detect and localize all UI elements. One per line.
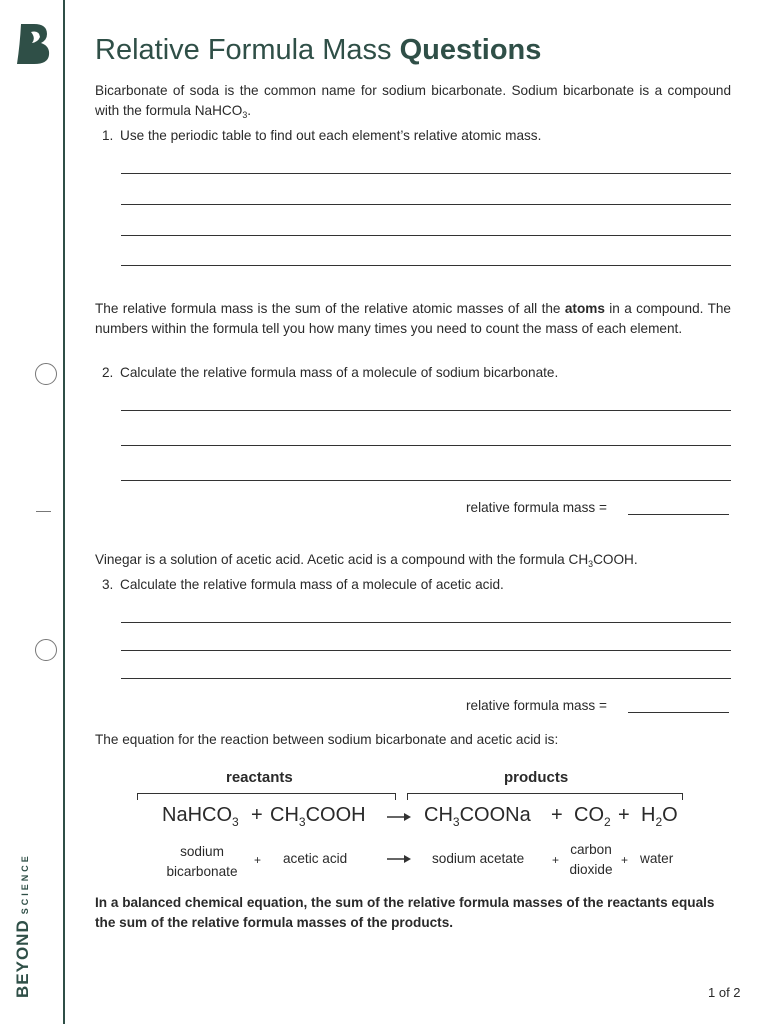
plus-sign: + [618, 804, 630, 826]
formula-ch3cooh [270, 804, 366, 827]
rfm-answer-line[interactable] [628, 712, 729, 713]
intro-sub: 3 [242, 110, 248, 120]
formula-text: O [662, 804, 678, 826]
brand-wordmark [13, 853, 33, 998]
answer-line[interactable] [121, 204, 731, 205]
question-text: Calculate the relative formula mass of a molecule of sodium bicarbonate. [120, 365, 559, 380]
formula-co2 [574, 804, 611, 827]
answer-line[interactable] [121, 678, 731, 679]
answer-line[interactable] [121, 622, 731, 623]
formula-text: COOH [305, 804, 366, 826]
formula-text: NaHCO [162, 804, 233, 826]
formula-text: CH [424, 804, 453, 826]
name-acetic-acid: acetic acid [283, 851, 348, 866]
equation-intro: The equation for the reaction between sodium bicarbonate and acetic acid is: [95, 732, 559, 747]
punch-hole [35, 363, 57, 385]
plus-sign: + [251, 804, 263, 826]
name-sodium-acetate: sodium acetate [432, 851, 525, 866]
formula-sub: 2 [655, 815, 663, 829]
intro-paragraph [95, 81, 731, 121]
reactants-label: reactants [226, 769, 293, 786]
definition-paragraph [95, 299, 731, 339]
rfm-label: relative formula mass = [466, 500, 607, 515]
answer-line[interactable] [121, 445, 731, 446]
question-1 [102, 126, 541, 146]
formula-text: CO [574, 804, 604, 826]
products-label: products [504, 769, 569, 786]
plus-sign: + [552, 853, 560, 867]
name-line: dioxide [569, 862, 613, 877]
para3-text: Vinegar is a solution of acetic acid. Acetic acid is a compound with the formula CH [95, 552, 589, 567]
answer-line[interactable] [121, 265, 731, 266]
formula-text: H [641, 804, 656, 826]
brand-main: BEYOND [13, 919, 32, 998]
question-3 [102, 575, 504, 595]
formula-sub: 3 [232, 815, 239, 829]
answer-line[interactable] [121, 173, 731, 174]
brand-sub: SCIENCE [20, 853, 30, 915]
intro-end: . [247, 103, 252, 118]
name-sodium-bicarbonate [162, 842, 242, 882]
vinegar-paragraph [95, 550, 731, 570]
formula-sub: 3 [298, 815, 306, 829]
para3-sub: 3 [588, 559, 594, 569]
name-water: water [640, 851, 674, 866]
rfm-label: relative formula mass = [466, 698, 607, 713]
reactants-bracket [137, 793, 396, 800]
formula-text: CH [270, 804, 299, 826]
para2-before: The relative formula mass is the sum of the relative atomic masses of all the [95, 301, 565, 316]
reaction-arrow-icon [386, 854, 412, 864]
page-number: 1 of 2 [708, 985, 741, 1000]
answer-line[interactable] [121, 235, 731, 236]
title-main: Relative Formula Mass [95, 34, 392, 66]
para2-bold: atoms [564, 301, 605, 316]
name-line: bicarbonate [166, 864, 238, 879]
formula-h2o [641, 804, 678, 827]
plus-sign: + [254, 853, 262, 867]
formula-nahco3 [162, 804, 239, 827]
products-bracket [407, 793, 683, 800]
conclusion-statement: In a balanced chemical equation, the sum of the relative formula masses of the reactants equals the sum of the relative formula masses of the products. [95, 895, 715, 930]
margin-rule [63, 0, 65, 1024]
name-line: sodium [180, 844, 224, 859]
name-carbon-dioxide [563, 840, 619, 880]
rfm-answer-line[interactable] [628, 514, 729, 515]
punch-hole [35, 639, 57, 661]
page-title [95, 34, 541, 67]
beyond-logo-icon [14, 22, 52, 66]
answer-line[interactable] [121, 650, 731, 651]
intro-text: Bicarbonate of soda is the common name for sodium bicarbonate. Sodium bicarbonate is a compound with the formula NaHCO [95, 83, 731, 118]
plus-sign: + [621, 853, 629, 867]
question-number: 1. [102, 128, 114, 143]
formula-sub: 2 [604, 815, 611, 829]
question-number: 2. [102, 365, 114, 380]
para3-end: COOH. [593, 552, 638, 567]
formula-ch3coona [424, 804, 531, 827]
question-text: Calculate the relative formula mass of a molecule of acetic acid. [120, 577, 504, 592]
title-bold: Questions [399, 34, 542, 66]
question-text: Use the periodic table to find out each element’s relative atomic mass. [120, 128, 542, 143]
formula-text: COONa [459, 804, 531, 826]
answer-line[interactable] [121, 410, 731, 411]
formula-sub: 3 [452, 815, 460, 829]
para2-after: in a compound. The numbers within the formula tell you how many times you need to count the mass of each element. [95, 301, 731, 336]
answer-line[interactable] [121, 480, 731, 481]
name-line: carbon [570, 842, 612, 857]
question-number: 3. [102, 577, 114, 592]
fold-mark [36, 511, 51, 512]
plus-sign: + [551, 804, 563, 826]
question-2 [102, 363, 558, 383]
reaction-arrow-icon [386, 812, 412, 822]
